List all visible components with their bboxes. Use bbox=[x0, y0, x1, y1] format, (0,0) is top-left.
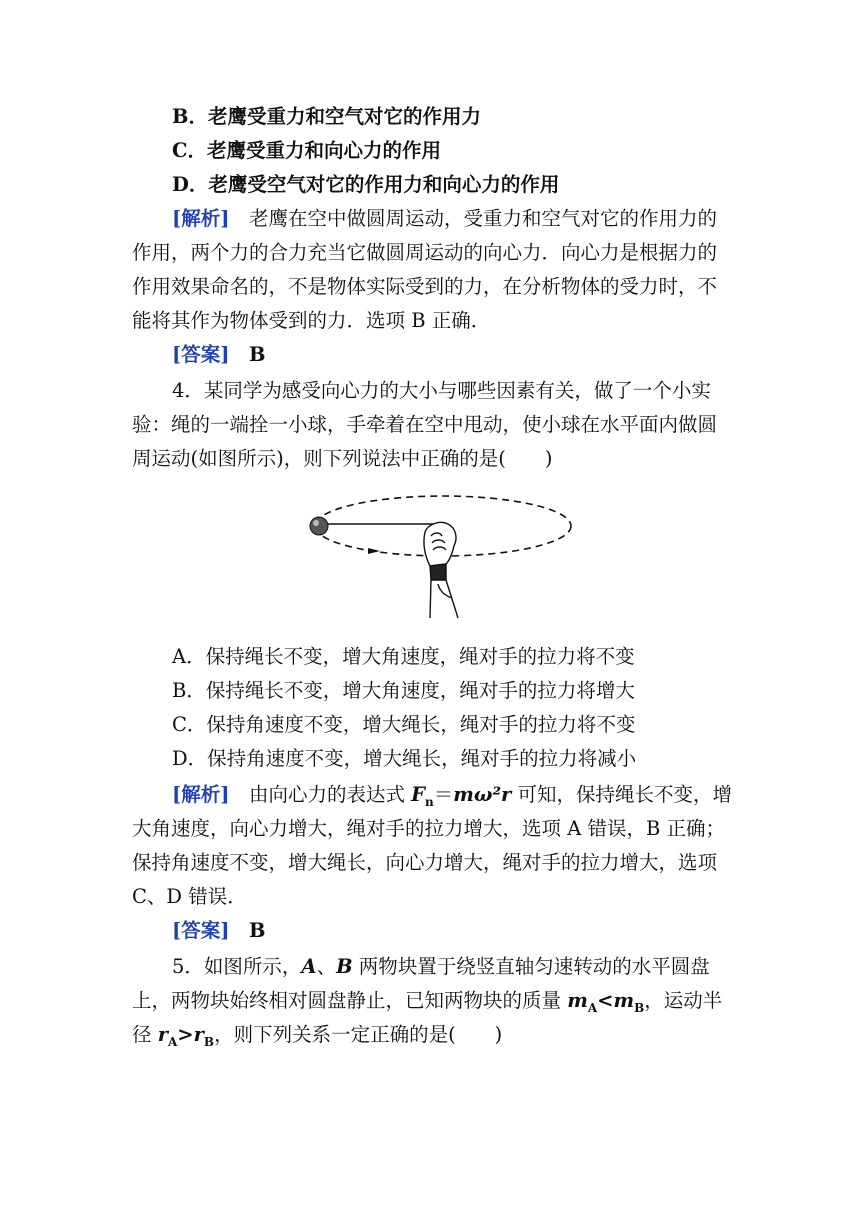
ball bbox=[310, 517, 328, 535]
answer-tag: [答案] bbox=[172, 919, 230, 942]
analysis-line-4: 能将其作为物体受到的力．选项 B 正确． bbox=[132, 309, 491, 332]
analysis-tag: [解析] bbox=[172, 207, 230, 230]
q5-stem-line-3: 径 $r_A>r_B$，则下列关系一定正确的是( ) bbox=[132, 1023, 503, 1049]
ball-rope-hand-figure bbox=[300, 488, 580, 618]
q4-stem-line-2: 验：绳的一端拴一小球，手牵着在空中甩动，使小球在水平面内做圆 bbox=[132, 413, 718, 436]
q4-analysis-line-1: [解析] 由向心力的表达式 $F_n=m\omega^2r$ 可知，保持绳长不变，增 bbox=[172, 783, 732, 809]
option-c: C．老鹰受重力和向心力的作用 bbox=[172, 139, 442, 162]
answer-tag: [答案] bbox=[172, 343, 230, 366]
q4-option-c: C．保持角速度不变，增大绳长，绳对手的拉力将不变 bbox=[172, 713, 636, 736]
option-d: D．老鹰受空气对它的作用力和向心力的作用 bbox=[172, 173, 560, 196]
analysis-tag: [解析] bbox=[172, 783, 230, 806]
q4-stem-line-3: 周运动(如图所示)，则下列说法中正确的是( ) bbox=[132, 447, 553, 470]
q5-stem-line-2: 上，两物块始终相对圆盘静止，已知两物块的质量 $m_A<m_B$，运动半 bbox=[132, 989, 723, 1015]
q4-stem-line-1: 4．某同学为感受向心力的大小与哪些因素有关，做了一个小实 bbox=[172, 379, 711, 402]
q4-answer-line: [答案] B bbox=[172, 919, 266, 942]
analysis-line-1: [解析] 老鹰在空中做圆周运动，受重力和空气对它的作用力的 bbox=[172, 207, 717, 230]
q5-stem-line-1: 5．如图所示，A、B 两物块置于绕竖直轴匀速转动的水平圆盘 bbox=[172, 955, 710, 978]
analysis-line-2: 作用，两个力的合力充当它做圆周运动的向心力．向心力是根据力的 bbox=[132, 241, 718, 264]
q4-option-b: B．保持绳长不变，增大角速度，绳对手的拉力将增大 bbox=[172, 679, 635, 702]
q4-analysis-line-3: 保持角速度不变，增大绳长，向心力增大，绳对手的拉力增大，选项 bbox=[132, 851, 718, 874]
q4-analysis-line-2: 大角速度，向心力增大，绳对手的拉力增大，选项 A 错误，B 正确； bbox=[132, 817, 726, 840]
ball-highlight bbox=[313, 520, 319, 526]
answer-line: [答案] B bbox=[172, 343, 266, 366]
option-b: B．老鹰受重力和空气对它的作用力 bbox=[172, 105, 481, 128]
direction-arrow-icon bbox=[368, 548, 380, 554]
q4-analysis-line-4: C、D 错误． bbox=[132, 885, 247, 908]
q4-option-a: A．保持绳长不变，增大角速度，绳对手的拉力将不变 bbox=[172, 645, 635, 668]
hand-icon bbox=[424, 522, 458, 618]
q4-option-d: D．保持角速度不变，增大绳长，绳对手的拉力将减小 bbox=[172, 747, 637, 770]
analysis-line-3: 作用效果命名的，不是物体实际受到的力，在分析物体的受力时，不 bbox=[132, 275, 718, 298]
